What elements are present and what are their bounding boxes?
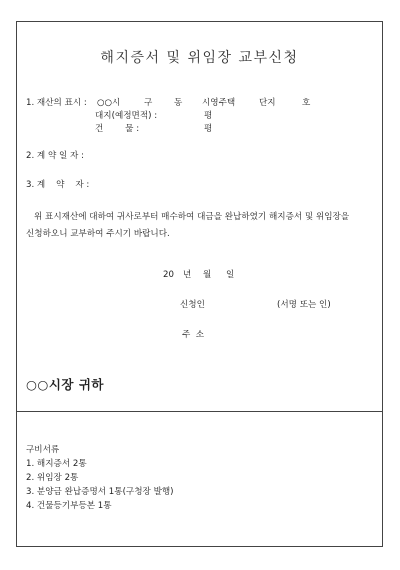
building-area-label: 건 물 : [95, 124, 140, 134]
property-housing: 시영주택 [202, 98, 236, 108]
property-complex: 단지 [259, 98, 276, 108]
contract-date-label: 2. 계 약 일 자 : [26, 151, 84, 161]
date-year-label: 년 [183, 270, 192, 280]
property-unit: 호 [302, 98, 311, 108]
contractor-label: 3. 계 약 자 : [26, 180, 90, 190]
request-paragraph: 위 표시재산에 대하여 귀사로부터 매수하여 대금을 완납하였기 해지증서 및 위임장을 신청하오니 교부하여 주시기 바랍니다. [26, 212, 350, 239]
signature-note: (서명 또는 인) [277, 300, 331, 310]
applicant-label: 신청인 [180, 300, 205, 310]
property-dong: 동 [174, 98, 183, 108]
date-month-label: 월 [203, 270, 212, 280]
address-label: 주 소 [182, 330, 205, 340]
attachment-item: 4. 건물등기부등본 1통 [26, 501, 112, 511]
section-divider [16, 411, 383, 412]
property-gu: 구 [144, 98, 153, 108]
date-day-label: 일 [226, 270, 235, 280]
document-title: 해지증서 및 위임장 교부신청 [100, 50, 299, 66]
building-area-unit: 평 [204, 124, 213, 134]
property-label: 1. 재산의 표시 : [26, 98, 87, 108]
land-area-unit: 평 [204, 111, 213, 121]
attachment-item: 2. 위임장 2통 [26, 473, 79, 483]
addressee: ○○시장 귀하 [26, 377, 104, 392]
attachment-item: 3. 분양금 완납증명서 1통(구청장 발행) [26, 487, 174, 497]
attachment-item: 1. 해지증서 2통 [26, 459, 87, 469]
property-city: ○○시 [97, 98, 121, 108]
land-area-label: 대지(예정면적) : [95, 111, 158, 121]
date-year: 20 [163, 270, 174, 280]
attachments-heading: 구비서류 [26, 445, 60, 455]
